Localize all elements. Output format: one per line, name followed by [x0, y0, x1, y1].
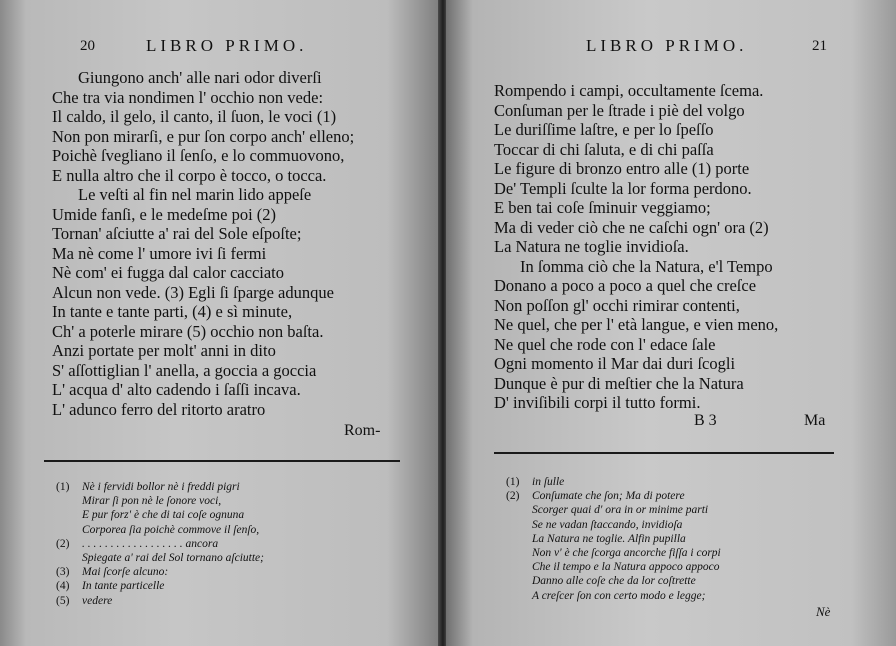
- footnote-text: In tante particelle: [82, 580, 165, 593]
- verse-line: E nulla altro che il corpo è tocco, o tocca.: [52, 165, 327, 185]
- verse-line: Ogni momento il Mar dai duri ſcogli: [494, 354, 736, 373]
- footnote-text: Se ne vadan ſtaccando, invidioſa: [532, 518, 683, 531]
- verse-line: Le veſti al fin nel marin lido appeſe: [78, 185, 312, 204]
- verse-line: S' aſſottiglian l' anella, a goccia a goccia: [52, 360, 317, 380]
- footnote-text: Non v' è che ſcorga ancorche fiſſa i corpi: [532, 547, 721, 560]
- footnote-line: [506, 489, 721, 503]
- verse-line: Ma nè come l' umore ivi ſi fermi: [52, 243, 267, 263]
- verse-line: Ne quel, che per l' età langue, e vien meno,: [494, 315, 779, 334]
- footnote-line: [56, 594, 264, 608]
- poem-text: [494, 81, 778, 413]
- footnote-text: E pur forz' è che di tai coſe ognuna: [82, 509, 245, 522]
- verse-line: Toccar di chi ſaluta, e di chi paſſa: [494, 139, 714, 159]
- footnote-text: Corporea ſia poichè commove il ſenſo,: [82, 523, 260, 536]
- footnote-number: (2): [56, 537, 70, 550]
- verse-line: Ne quel che rode con l' edace ſale: [494, 334, 716, 354]
- running-header: LIBRO PRIMO.: [586, 36, 748, 55]
- footnote-text: Scorger quai d' ora in or minime parti: [532, 504, 709, 517]
- footnote-text: Mirar ſi pon nè le ſonore voci,: [82, 495, 222, 508]
- footnote-number: [56, 494, 82, 508]
- verse-line: In tante e tante parti, (4) e sì minute,: [52, 302, 293, 321]
- right-page: [446, 0, 896, 646]
- footnote-number: (5): [56, 594, 70, 607]
- verse-line: Non poſſon gl' occhi rimirar contenti,: [494, 295, 740, 315]
- verse-line: Alcun non vede. (3) Egli ſi ſparge adunque: [52, 282, 334, 302]
- footnote-line: [506, 518, 721, 532]
- poem-text: [52, 68, 354, 419]
- footnote-rule: [44, 460, 400, 462]
- catchword: Rom-: [344, 422, 381, 439]
- footnote-number: (1): [506, 476, 520, 488]
- verse-line: Anzi portate per molt' anni in dito: [52, 341, 276, 360]
- verse-line: Dunque è pur di meſtier che la Natura: [494, 373, 744, 393]
- verse-line: Ch' a poterle mirare (5) occhio non baſta.: [52, 321, 324, 341]
- footnote-number: [506, 560, 532, 574]
- footnote-number: [506, 503, 532, 517]
- footnote-number: (2): [506, 490, 520, 503]
- footnote-line: [506, 546, 721, 560]
- verse-line: Giungono anch' alle nari odor diverſi: [78, 68, 322, 87]
- verse-line: Donano a poco a poco a quel che creſce: [494, 276, 757, 295]
- footnote-text: vedere: [82, 594, 113, 607]
- verse-line: Non pon mirarſi, e pur ſon corpo anch' elleno;: [52, 126, 355, 146]
- verse-line: Il caldo, il gelo, il canto, il ſuon, le voci (1): [52, 107, 337, 126]
- footnote-line: [56, 508, 264, 522]
- verse-line: Che tra via nondimen l' occhio non vede:: [52, 87, 324, 107]
- footnote-line: [56, 480, 264, 494]
- footnote-text: Spiegate a' rai del Sol tornano aſciutte;: [82, 552, 264, 565]
- footnote-text: La Natura ne toglie. Alfin pupilla: [532, 532, 686, 545]
- verse-line: Poichè ſvegliano il ſenſo, e lo commuovono,: [52, 146, 345, 165]
- footnotes: [56, 480, 264, 608]
- footnote-line: [56, 494, 264, 508]
- footnote-line: [56, 551, 264, 565]
- footnote-text: Nè i fervidi bollor nè i freddi pigri: [82, 481, 240, 493]
- catchword: Ma: [804, 412, 826, 429]
- page-number: 20: [80, 38, 95, 54]
- footnote-number: [56, 523, 82, 537]
- footnote-line: [506, 532, 721, 546]
- footnote-rule: [494, 452, 834, 454]
- verse-line: D' inviſibili corpi il tutto formi.: [494, 393, 701, 412]
- footnote-line: [56, 523, 264, 537]
- running-header: LIBRO PRIMO.: [146, 36, 308, 55]
- footnote-line: [56, 537, 264, 551]
- footnote-line: [506, 475, 721, 489]
- footnote-line: [56, 565, 264, 579]
- verse-line: In ſomma ciò che la Natura, e'l Tempo: [520, 256, 773, 276]
- footnote-catchword: Nè: [816, 604, 831, 619]
- footnote-text: Danno alle coſe che da lor coſtrette: [532, 575, 696, 588]
- footnote-line: [506, 574, 721, 588]
- verse-line: Ma di veder ciò che ne caſchi ogn' ora (2): [494, 217, 769, 237]
- footnote-line: [56, 579, 264, 593]
- footnote-text: Conſumate che ſon; Ma di potere: [532, 490, 685, 503]
- signature-mark: B 3: [694, 412, 717, 429]
- footnote-line: [506, 503, 721, 517]
- verse-line: Tornan' aſciutte a' rai del Sole eſpoſte;: [52, 224, 302, 243]
- footnote-text: in ſulle: [532, 476, 565, 488]
- footnote-number: [506, 574, 532, 588]
- verse-line: Umide fanſi, e le medeſme poi (2): [52, 204, 277, 224]
- footnote-number: (3): [56, 566, 70, 579]
- footnote-text: Che il tempo e la Natura appoco appoco: [532, 561, 720, 574]
- verse-line: L' acqua d' alto cadendo i ſaſſi incava.: [52, 380, 301, 399]
- footnote-number: [506, 532, 532, 546]
- verse-line: Rompendo i campi, occultamente ſcema.: [494, 81, 764, 100]
- verse-line: Conſuman per le ſtrade i piè del volgo: [494, 100, 745, 120]
- verse-line: L' adunco ferro del ritorto aratro: [52, 399, 266, 419]
- footnote-number: (4): [56, 580, 70, 593]
- verse-line: Nè com' ei fugga dal calor cacciato: [52, 263, 285, 282]
- footnote-text: A creſcer ſon con certo modo e legge;: [532, 589, 706, 602]
- footnote-number: [56, 508, 82, 522]
- verse-line: De' Templi ſculte la lor forma perdono.: [494, 178, 752, 198]
- verse-line: La Natura ne toglie invidioſa.: [494, 237, 689, 256]
- verse-line: E ben tai coſe ſminuir veggiamo;: [494, 198, 711, 217]
- footnote-number: [56, 551, 82, 565]
- footnote-number: [506, 546, 532, 560]
- footnote-line: [506, 560, 721, 574]
- page-number: 21: [812, 38, 827, 54]
- footnote-line: [506, 589, 721, 603]
- verse-line: Le figure di bronzo entro alle (1) porte: [494, 159, 750, 178]
- verse-line: Le duriſſime laſtre, e per lo ſpeſſo: [494, 120, 714, 139]
- footnote-text: . . . . . . . . . . . . . . . . . . ancora: [82, 537, 219, 550]
- left-page: [0, 0, 440, 646]
- footnotes: [506, 475, 721, 603]
- footnote-text: Mai ſcorſe alcuno:: [82, 566, 169, 579]
- footnote-number: [506, 589, 532, 603]
- footnote-number: (1): [56, 481, 70, 493]
- footnote-number: [506, 518, 532, 532]
